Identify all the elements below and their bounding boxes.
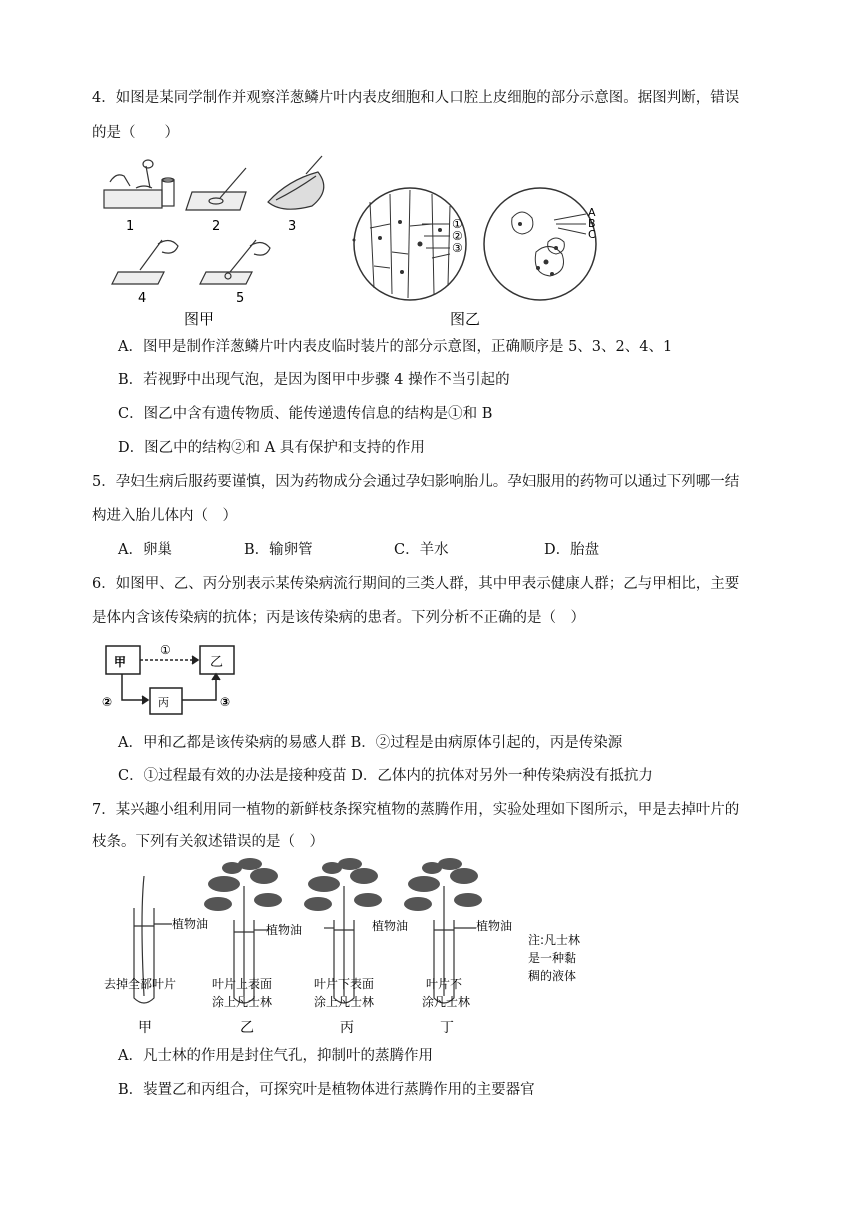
q7-option-a: A．凡士林的作用是封住气孔，抑制叶的蒸腾作用 (118, 1048, 433, 1064)
marker-1: ① (452, 217, 463, 231)
q4-option-d: D．图乙中的结构②和 A 具有保护和支持的作用 (118, 440, 425, 456)
q6-options-row1: A．甲和乙都是该传染病的易感人群 B．②过程是由病原体引起的，丙是传染源 (118, 735, 623, 751)
step2-illustration (186, 168, 246, 210)
leaves-yi (204, 858, 282, 911)
q5-option-d: D．胎盘 (544, 542, 600, 558)
desc-bing-2: 涂上凡士林 (314, 995, 375, 1009)
q4-option-b: B．若视野中出现气泡，是因为图甲中步骤 4 操作不当引起的 (118, 372, 510, 388)
q7-figure (100, 856, 610, 1036)
arrow-label-1: ① (160, 643, 171, 657)
note-line-2: 是一种黏 (528, 951, 577, 965)
note-line-1: 注:凡士林 (528, 933, 581, 947)
name-ding: 丁 (440, 1020, 454, 1036)
desc-ding-1: 叶片不 (426, 977, 463, 991)
fig-yi-caption: 图乙 (450, 310, 481, 328)
leaves-ding (404, 858, 482, 911)
q6-options-row2: C．①过程最有效的办法是接种疫苗 D．乙体内的抗体对另外一种传染病没有抵抗力 (118, 768, 653, 784)
q4-stem-line2: 的是（ ） (92, 125, 179, 141)
name-jia: 甲 (138, 1020, 152, 1036)
oil-label-yi: 植物油 (266, 923, 303, 937)
q5-stem-line2: 构进入胎儿体内（ ） (92, 508, 237, 524)
q5-option-a: A．卵巢 (118, 542, 172, 558)
q5-option-c: C．羊水 (394, 542, 449, 558)
step-label-1: 1 (126, 219, 135, 234)
q7-stem-line1: 7．某兴趣小组利用同一植物的新鲜枝条探究植物的蒸腾作用，实验处理如下图所示，甲是去掉叶片的 (92, 802, 740, 818)
label-jia: 甲 (114, 655, 127, 669)
step5-illustration (200, 240, 270, 284)
q4-option-a: A．图甲是制作洋葱鳞片叶内表皮临时装片的部分示意图，正确顺序是 5、3、2、4、1 (118, 339, 673, 355)
oil-label-ding: 植物油 (476, 919, 513, 933)
q4-option-c: C．图乙中含有遗传物质、能传递遗传信息的结构是①和 B (118, 406, 493, 422)
q7-option-b: B．装置乙和丙组合，可探究叶是植物体进行蒸腾作用的主要器官 (118, 1082, 535, 1098)
marker-C: C (588, 228, 596, 241)
desc-jia-1: 去掉全部叶片 (104, 977, 177, 991)
q6-diagram (100, 640, 240, 720)
fig-jia-caption: 图甲 (184, 310, 215, 328)
desc-yi-2: 涂上凡士林 (212, 995, 273, 1009)
q4-stem-line1: 4．如图是某同学制作并观察洋葱鳞片叶内表皮细胞和人口腔上皮细胞的部分示意图。据图判断，错误 (92, 90, 740, 106)
marker-3: ③ (452, 241, 463, 255)
step-label-2: 2 (212, 219, 221, 234)
q6-stem-line1: 6．如图甲、乙、丙分别表示某传染病流行期间的三类人群，其中甲表示健康人群；乙与甲相比，主要 (92, 576, 740, 592)
oil-label-jia: 植物油 (172, 917, 209, 931)
q6-stem-line2: 是体内含该传染病的抗体；丙是该传染病的患者。下列分析不正确的是（ ） (92, 610, 585, 626)
arrow-label-3: ③ (220, 695, 231, 709)
marker-A: A (588, 206, 596, 219)
step1-illustration (104, 160, 174, 208)
step-label-3: 3 (288, 219, 297, 234)
desc-ding-2: 涂凡士林 (422, 995, 471, 1009)
q7-stem-line2: 枝条。下列有关叙述错误的是（ ） (92, 834, 324, 850)
name-yi: 乙 (240, 1020, 254, 1036)
label-bing: 丙 (158, 696, 169, 709)
step-label-4: 4 (138, 291, 147, 306)
q5-stem-line1: 5．孕妇生病后服药要谨慎，因为药物成分会通过孕妇影响胎儿。孕妇服用的药物可以通过下列哪一结 (92, 474, 740, 490)
desc-yi-1: 叶片上表面 (212, 977, 273, 991)
note-line-3: 稠的液体 (528, 969, 577, 983)
q4-figure-jia (96, 152, 341, 332)
step4-illustration (112, 240, 178, 284)
onion-cell-view (353, 188, 467, 300)
arrow-label-2: ② (102, 695, 113, 709)
q5-option-b: B．输卵管 (244, 542, 313, 558)
step-label-5: 5 (236, 291, 245, 306)
q4-figure-yi (340, 182, 610, 332)
desc-bing-1: 叶片下表面 (314, 977, 375, 991)
cheek-cell-view (484, 188, 596, 300)
label-yi: 乙 (210, 655, 224, 670)
marker-B: B (588, 217, 596, 230)
step3-illustration (268, 156, 324, 209)
name-bing: 丙 (340, 1020, 354, 1036)
oil-label-bing: 植物油 (372, 919, 409, 933)
leaves-bing (304, 858, 382, 911)
marker-2: ② (452, 229, 463, 243)
